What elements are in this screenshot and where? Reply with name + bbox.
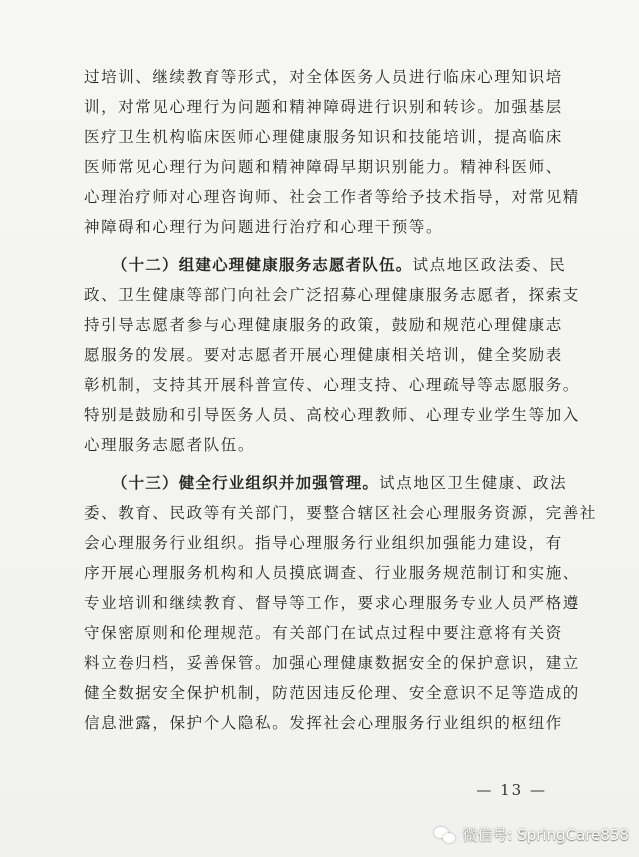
text-line: 医师常见心理行为问题和精神障碍早期识别能力。精神科医师、: [84, 158, 563, 176]
text-line: 专业培训和继续教育、督导等工作，要求心理服务专业人员严格遵: [84, 594, 580, 612]
text-line: 过培训、继续教育等形式，对全体医务人员进行临床心理知识培: [84, 68, 563, 86]
text-line: 心理服务志愿者队伍。: [84, 436, 256, 454]
text-line: 神障碍和心理行为问题进行治疗和心理干预等。: [84, 218, 444, 236]
text-line: 心理治疗师对心理咨询师、社会工作者等给予技术指导，对常见精: [84, 188, 580, 206]
text-line: 政、卫生健康等部门向社会广泛招募心理健康服务志愿者，探索支: [84, 286, 580, 304]
wechat-watermark: [434, 824, 629, 845]
text-line: 持引导志愿者参与心理健康服务的政策，鼓励和规范心理健康志: [84, 316, 563, 334]
text-line: 序开展心理服务机构和人员摸底调查、行业服务规范制订和实施、: [84, 564, 580, 582]
page-number: — 13 —: [476, 781, 547, 799]
text-line: 彰机制，支持其开展科普宣传、心理支持、心理疏导等志愿服务。: [84, 376, 580, 394]
text-line: 会心理服务行业组织。指导心理服务行业组织加强能力建设，有: [84, 534, 563, 552]
text-line: 委、教育、民政等有关部门，要整合辖区社会心理服务资源，完善社: [84, 504, 598, 522]
text-line: 医疗卫生机构临床医师心理健康服务知识和技能培训，提高临床: [84, 128, 563, 146]
text-line: 愿服务的发展。要对志愿者开展心理健康相关培训，健全奖励表: [84, 346, 563, 364]
text-line: 料立卷归档，妥善保管。加强心理健康数据安全的保护意识，建立: [84, 654, 580, 672]
section-12-title: （十二）组建心理健康服务志愿者队伍。: [111, 256, 413, 274]
text-line: 训，对常见心理行为问题和精神障碍进行识别和转诊。加强基层: [84, 98, 563, 116]
wechat-icon: [434, 826, 456, 844]
section-13-first-line: 试点地区卫生健康、政法: [379, 474, 568, 492]
section-13-title: （十三）健全行业组织并加强管理。: [111, 474, 380, 492]
text-line: 健全数据安全保护机制，防范因违反伦理、安全意识不足等造成的: [84, 684, 580, 702]
text-line: 特别是鼓励和引导医务人员、高校心理教师、心理专业学生等加入: [84, 406, 580, 424]
text-line: 信息泄露，保护个人隐私。发挥社会心理服务行业组织的枢纽作: [84, 714, 563, 732]
body-text: [84, 62, 598, 738]
text-line: 守保密原则和伦理规范。有关部门在试点过程中要注意将有关资: [84, 624, 563, 642]
watermark-text: 微信号: SpringCare858: [462, 826, 629, 844]
section-12-heading-line: [84, 250, 567, 280]
section-13-heading-line: [84, 468, 568, 498]
section-12-first-line: 试点地区政法委、民: [412, 256, 567, 274]
